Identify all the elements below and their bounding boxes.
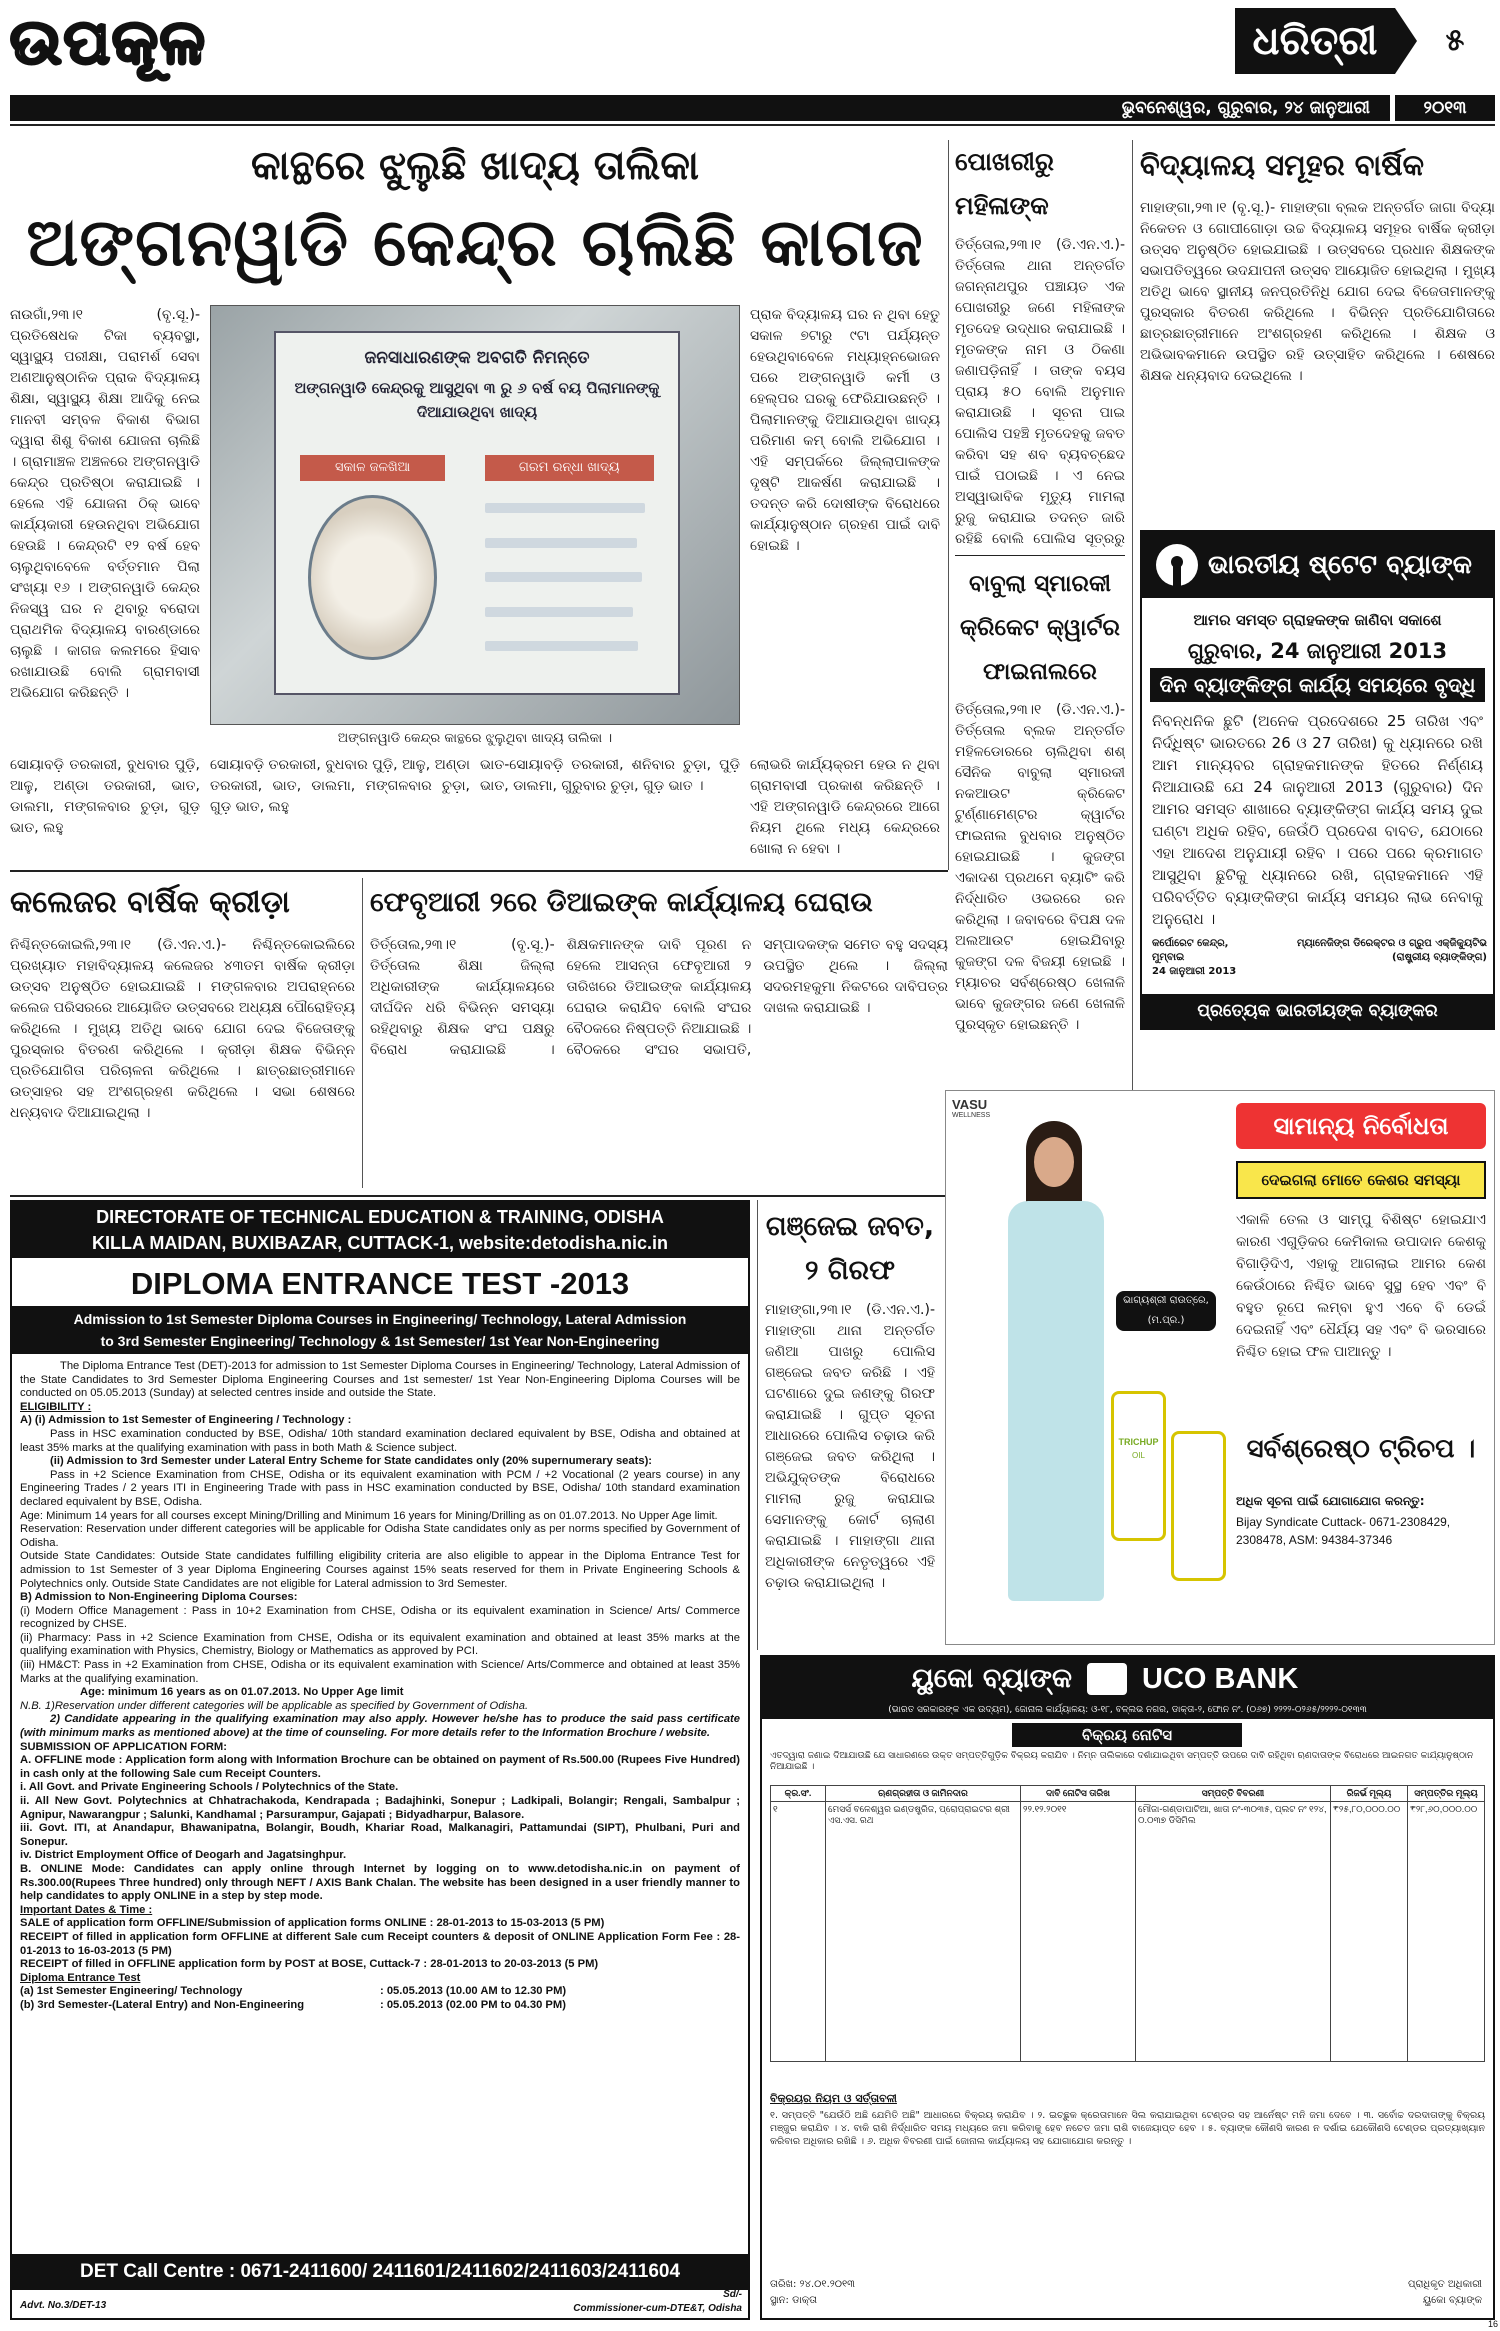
gherao-body [370, 935, 948, 1190]
college-fest-text: ନିଶ୍ଚିନ୍ତକୋଇଲି,୨୩।୧ (ଡି.ଏନ.ଏ.)- ନିଶ୍ଚିନ୍ତକୋଇଲିରେ ପ୍ରଖ୍ୟାତ ମହାବିଦ୍ୟାଳୟ କଲେଜର ୪୩ତମ ବାର୍ଷିକ କ୍ରୀଡ଼ା ଉତ୍ସବ ଅନୁଷ୍ଠିତ ହୋଇଯାଇଛି । ମଙ୍ଗଳବାର ଅପରାହ୍ନରେ କଲେଜ ପରିସରରେ ଆୟୋଜିତ ଉତ୍ସବରେ ଅଧ୍ୟକ୍ଷ ପୌରୋହିତ୍ୟ କରିଥିଲେ । ମୁଖ୍ୟ ଅତିଥି ଭାବେ ଯୋଗ ଦେଇ ବିଜେତାଙ୍କୁ ପୁରସ୍କାର ବିତରଣ କରିଥିଲେ । କ୍ରୀଡ଼ା ଶିକ୍ଷକ ବିଭିନ୍ନ ପ୍ରତିଯୋଗିତା ପରିଚାଳନା କରିଥିଲେ । ଛାତ୍ରଛାତ୍ରୀମାନେ ଉତ୍ସାହର ସହ ଅଂଶଗ୍ରହଣ କରିଥିଲେ । ସଭା ଶେଷରେ ଧନ୍ୟବାଦ ଦିଆଯାଇଥିଲା । [10, 937, 355, 1121]
uco-cell-reserve: ₹୨୫,୮୦,୦୦୦.୦୦ [1331, 1802, 1408, 2062]
dte-eligibility-head: ELIGIBILITY : [20, 1400, 92, 1413]
ganja-text: ମାହାଙ୍ଗା,୨୩।୧ (ଡି.ଏନ.ଏ.)- ମାହାଙ୍ଗା ଥାନା ଅନ୍ତର୍ଗତ ଜଣିଆ ପାଖରୁ ପୋଲିସ ଗଞ୍ଜେଇ ଜବତ କରିଛି । ଏହି ଘଟଣାରେ ଦୁଇ ଜଣଙ୍କୁ ଗିରଫ କରାଯାଇଛି । ଗୁପ୍ତ ସୂଚନା ଆଧାରରେ ପୋଲିସ ଚଢ଼ାଉ କରି ଗଞ୍ଜେଇ ଜବତ କରିଥିଲା । ଅଭିଯୁକ୍ତଙ୍କ ବିରୋଧରେ ମାମଲା ରୁଜୁ କରାଯାଇ ସେମାନଙ୍କୁ କୋର୍ଟ ଚାଲାଣ କରାଯାଇଛି । ମାହାଙ୍ଗା ଥାନା ଅଧିକାରୀଙ୍କ ନେତୃତ୍ୱରେ ଏହି ଚଢ଼ାଉ କରାଯାଇଥିଲା । [765, 1302, 935, 1591]
board-menu-rows [485, 495, 654, 668]
lead-col2-cont: ସୋୟାବଡ଼ି ତରକାରୀ, ବୁଧବାର ପୁଡ଼ି, ଆଳୁ, ଅଣ୍ଡା ତରକାରୀ, ଭାତ, ଡାଲମା, ମଙ୍ଗଳବାର ଚୁଡ଼ା, ଗୁଡ଼ ଭାତ, ଲହୁ [210, 757, 470, 815]
dte-a2-head: (ii) Admission to 3rd Semester under Lateral Entry Scheme for State candidates only (20% supernumerary seats): [50, 1455, 653, 1468]
dte-submission-head: SUBMISSION OF APPLICATION FORM: [20, 1740, 227, 1753]
dte-b-age: Age: minimum 16 years as on 01.07.2013. No Upper Age limit [80, 1686, 404, 1699]
hair-ad-tagline: ସର୍ବଶ୍ରେଷ୍ଠ ଟ୍ରିଚପ । [1246, 1434, 1476, 1464]
sbi-sig-left-2: ମୁମ୍ବାଇ [1152, 952, 1185, 963]
ganja-headline: ଗଞ୍ଜେଇ ଜବତ, ୨ ଗିରଫ [765, 1211, 935, 1286]
sports-fest-headline: ବିଦ୍ୟାଳୟ ସମୂହର ବାର୍ଷିକ [1140, 148, 1425, 182]
trichup-bottle-2 [1171, 1431, 1226, 1581]
college-fest-body [10, 935, 355, 1190]
uco-sign-2: ୟୁକୋ ବ୍ୟାଙ୍କ [1422, 2295, 1482, 2306]
uco-col-sl: କ୍ର.ସଂ. [771, 1786, 826, 1802]
brief2-headline: ବାବୁଲା ସ୍ମାରକୀ କ୍ରିକେଟ କ୍ୱାର୍ଟର ଫାଇନାଲରେ [960, 571, 1120, 685]
brief-divider [955, 555, 1125, 556]
gherao-text: ତିର୍ତ୍ତୋଲ,୨୩।୧ (ବୃ.ସୂ.)- ତିର୍ତ୍ତୋଲ ଶିକ୍ଷା ଜିଲ୍ଲା ଅଧିକାରୀଙ୍କ କାର୍ଯ୍ୟାଳୟରେ ଦୀର୍ଘଦିନ ଧରି ବିଭିନ୍ନ ସମସ୍ୟା ରହିଥିବାରୁ ଶିକ୍ଷକ ସଂଘ ପକ୍ଷରୁ ବିରୋଧ କରାଯାଇଛି । ଶିକ୍ଷକମାନଙ୍କ ଦାବି ପୂରଣ ନ ହେଲେ ଆସନ୍ତା ଫେବୃଆରୀ ୨ ତାରିଖରେ ଡିଆଇଙ୍କ କାର୍ଯ୍ୟାଳୟ ଘେରାଉ କରାଯିବ ବୋଲି ସଂଘର ବୈଠକରେ ନିଷ୍ପତ୍ତି ନିଆଯାଇଛି । ବୈଠକରେ ସଂଘର ସଭାପତି, ସମ୍ପାଦକଙ୍କ ସମେତ ବହୁ ସଦସ୍ୟ ଉପସ୍ଥିତ ଥିଲେ । ଜିଲ୍ଲା ସଦରମହକୁମା ନିକଟରେ ଦାବିପତ୍ର ଦାଖଲ କରାଯାଇଛି । [370, 937, 948, 1058]
section-label: ଧରିତ୍ରୀ [1235, 8, 1395, 74]
dte-online: B. ONLINE Mode: Candidates can apply online through Internet by logging on to www.detodisha.nic.in on payment of Rs.300.00(Rupees Three hundred) only through NEFT / AXIS Bank Chalan. The website has been designed in a user friendly manner to help candidates to apply ONLINE in a step by step mode. [20, 1862, 740, 1903]
dte-b1: (i) Modern Office Management : Pass in 10+2 Examination from CHSE, Odisha or its equivalent examination in Science/ Arts/ Commerce recognized by CHSE. [20, 1604, 740, 1631]
lead-column-1 [10, 305, 200, 730]
lead-column-bottom-2 [210, 755, 470, 865]
masthead-rule [10, 124, 1495, 126]
dte-counter-ii: ii. All New Govt. Polytechnics at Chhatrachakoda, Kendrapada ; Badajhinki, Sonepur ; Ladkipali, Bolangir; Rengali, Sambalpur ; Agnipur, Nawarangpur ; Salunki, Kandhamal ; Parsurampur, Gajapati ; Bidyadharpur, Balasore. [20, 1795, 740, 1821]
dte-reservation: Reservation: Reservation under different categories will be applicable for Odisha State candidates only as per norms specified by Government of Odisha. [20, 1523, 740, 1549]
dte-offline: A. OFFLINE mode : Application form along with Information Brochure can be obtained on payment of Rs.500.00 (Rupees Five Hundred) in cash only at the following Sale cum Receipt Counters. [20, 1754, 740, 1780]
lead-col4-cont: ଲୋଭରି କାର୍ଯ୍ୟକ୍ରମ ହେଉ ନ ଥିବା ଗ୍ରାମବାସୀ ପ୍ରକାଶ କରିଛନ୍ତି । ଏହି ଅଙ୍ଗନୱାଡି କେନ୍ଦ୍ରରେ ଆଗେ ନିୟମ ଥିଲେ ମଧ୍ୟ କେନ୍ଦ୍ରରେ ଖୋଲା ନ ହେବା । [750, 757, 940, 857]
uco-cell-borrower: ମେସର୍ସ ବଳେଶ୍ୱର ଇଣ୍ଡଷ୍ଟ୍ରିଜ, ପ୍ରୋପ୍ରାଇଟର ଶ୍ରୀ ଏସ.ଏସ. ରଥ [826, 1802, 1021, 2062]
sbi-sig-left-3: 24 ଜାନୁଆରୀ 2013 [1152, 966, 1237, 977]
brief1-text: ତିର୍ତ୍ତୋଲ,୨୩।୧ (ଡି.ଏନ.ଏ.)- ତିର୍ତ୍ତୋଲ ଥାନା ଅନ୍ତର୍ଗତ ଜଗନ୍ନାଥପୁର ପଞ୍ଚାୟତ ଏକ ପୋଖରୀରୁ ଜଣେ ମହିଳାଙ୍କ ମୃତଦେହ ଉଦ୍ଧାର କରାଯାଇଛି । ମୃତକଙ୍କ ନାମ ଓ ଠିକଣା ଜଣାପଡ଼ିନାହିଁ । ତାଙ୍କ ବୟସ ପ୍ରାୟ ୫୦ ବୋଲି ଅନୁମାନ କରାଯାଉଛି । ସୂଚନା ପାଇ ପୋଲିସ ପହଞ୍ଚି ମୃତଦେହକୁ ଜବତ କରିବା ସହ ଶବ ବ୍ୟବଚ୍ଛେଦ ପାଇଁ ପଠାଇଛି । ଏ ନେଇ ଅସ୍ୱାଭାବିକ ମୃତ୍ୟୁ ମାମଲା ରୁଜୁ କରାଯାଇ ତଦନ୍ତ ଜାରି ରହିଛି ବୋଲି ପୋଲିସ ସୂତ୍ରରୁ [955, 237, 1125, 547]
dte-call-centre: DET Call Centre : 0671-2411600/ 2411601/2411602/2411603/2411604 [12, 2254, 748, 2290]
dte-a2-body: Pass in +2 Science Examination from CHSE, Odisha or its equivalent examination with PCM / +2 Vocational (2 years course) in any Engineering Trades / 2 years ITI in Engineering Trade with pass in HSC examination conducted by BSE, Odisha/ 10th standard examination declared equivalent by BSE, Odisha. [20, 1468, 740, 1508]
sbi-bank-name: ଭାରତୀୟ ଷ୍ଟେଟ ବ୍ୟାଙ୍କ [1208, 550, 1472, 580]
hair-ad-headline: ସାମାନ୍ୟ ନିର୍ବୋଧତା [1236, 1103, 1486, 1149]
lead-column-bottom-4 [750, 755, 940, 865]
sbi-hours-banner: ଦିନ ବ୍ୟାଙ୍କିଙ୍ଗ କାର୍ଯ୍ୟ ସମୟରେ ବୃଦ୍ଧି [1150, 668, 1485, 702]
dte-sig-title: Commissioner-cum-DTE&T, Odisha [573, 2303, 742, 2314]
uco-bank-advertisement [760, 1655, 1495, 2320]
dte-advt-no: Advt. No.3/DET-13 [20, 2300, 107, 2311]
dte-title: DIPLOMA ENTRANCE TEST -2013 [130, 1266, 630, 1301]
dte-sub1: Admission to 1st Semester Diploma Courses in Engineering/ Technology, Lateral Admission [73, 1311, 687, 1327]
page-number: ୫ [1445, 23, 1465, 58]
board-left-heading: ସକାଳ ଜଳଖିଆ [300, 455, 444, 481]
uco-col-property: ସମ୍ପତ୍ତି ବିବରଣୀ [1136, 1786, 1331, 1802]
uco-col-value: ସମ୍ପତ୍ତିର ମୂଲ୍ୟ [1407, 1786, 1484, 1802]
uco-col-reserve: ରିଜର୍ଭ ମୂଲ୍ୟ [1331, 1786, 1408, 1802]
brief1-body [955, 235, 1125, 550]
sbi-header [1142, 532, 1493, 598]
dte-nb2: 2) Candidate appearing in the qualifying examination may also apply. However he/she has to produce the said pass certificate (with minimum marks as mentioned above) at the time of counseling. For more details refer to the Information Brochure / website. [20, 1713, 740, 1740]
model-face [1034, 1137, 1074, 1187]
dte-org-line2: KILLA MAIDAN, BUXIBAZAR, CUTTACK-1, website:detodisha.nic.in [92, 1233, 668, 1253]
lead-headline: ଅଙ୍ଗନୱାଡି କେନ୍ଦ୍ର ଚାଲିଛି କାଗଜ [26, 204, 924, 281]
uco-address: (ଭାରତ ସରକାରଙ୍କ ଏକ ଉଦ୍ୟମ), ଜୋନାଲ କାର୍ଯ୍ୟାଳୟ: ଓ-୧୮, ବଳ୍ଲଭ ନଗର, ଡାକ୍ତା-୨, ଫୋନ ନଂ. (୦୬୭) ୨୨୨୨-୦୨୬୫/୨୨୨୨-୦୧୩୩ [762, 1701, 1493, 1719]
hair-ad-contact-1: Bijay Syndicate Cuttack- 0671-2308429, [1236, 1515, 1451, 1529]
dte-a-head: A) (i) Admission to 1st Semester of Engineering / Technology : [20, 1414, 352, 1427]
sbi-footer: ପ୍ରତ୍ୟେକ ଭାରତୀୟଙ୍କ ବ୍ୟାଙ୍କର [1142, 994, 1493, 1028]
uco-cell-sl: ୧ [771, 1802, 826, 2062]
board-right-heading: ଗରମ ରନ୍ଧା ଖାଦ୍ୟ [485, 455, 654, 481]
dte-body [20, 1360, 740, 2250]
board-title: ଜନସାଧାରଣଙ୍କ ଅବଗତି ନିମନ୍ତେ [364, 347, 590, 368]
row-rule-1 [10, 870, 948, 872]
sbi-sig-left-1: କର୍ପୋରେଟ କେନ୍ଦ୍ର, [1152, 938, 1229, 949]
dte-exam-1-value: : 05.05.2013 (10.00 AM to 12.30 PM) [380, 1985, 567, 1998]
trichup-label: TRICHUP [1118, 1437, 1159, 1447]
ad-page-mark: 16 [1487, 2319, 1498, 2329]
sports-fest-text: ମାହାଙ୍ଗା,୨୩।୧ (ବୃ.ସୂ.)- ମାହାଙ୍ଗା ବ୍ଲକ ଅନ୍ତର୍ଗତ ଜାଗା ବିଦ୍ୟା ନିକେତନ ଓ ଗୋପୀଗୋଡ଼ା ଉଚ୍ଚ ବିଦ୍ୟାଳୟ ସମୂହର ବାର୍ଷିକ କ୍ରୀଡ଼ା ଉତ୍ସବ ଅନୁଷ୍ଠିତ ହୋଇଯାଇଛି । ଉତ୍ସବରେ ପ୍ରଧାନ ଶିକ୍ଷକଙ୍କ ସଭାପତିତ୍ୱରେ ଉଦଯାପନୀ ଉତ୍ସବ ଆୟୋଜିତ ହୋଇଥିଲା । ମୁଖ୍ୟ ଅତିଥି ଭାବେ ସ୍ଥାନୀୟ ଜନପ୍ରତିନିଧି ଯୋଗ ଦେଇ ବିଜେତାମାନଙ୍କୁ ପୁରସ୍କାର ବିତରଣ କରିଥିଲେ । ବିଭିନ୍ନ ପ୍ରତିଯୋଗିତାରେ ଛାତ୍ରଛାତ୍ରୀମାନେ ଅଂଶଗ୍ରହଣ କରିଥିଲେ । ଶିକ୍ଷକ ଓ ଅଭିଭାବକମାନେ ଉପସ୍ଥିତ ରହି ଉତ୍ସାହିତ କରିଥିଲେ । ଶେଷରେ ଶିକ୍ଷକ ଧନ୍ୟବାଦ ଦେଇଥିଲେ । [1140, 200, 1495, 384]
model-caption: ଭାଗ୍ୟଶ୍ରୀ ରାଉତ୍ରେ, (ମ.ପ୍ର.) [1116, 1291, 1216, 1331]
hair-ad-body: ଏକାଳି ତେଲ ଓ ସାମ୍ପୁ ବିଶିଷ୍ଟ ହୋଇଯାଏ କାରଣ ଏଗୁଡ଼ିକର କେମିକାଲ ଉପାଦାନ କେଶକୁ ବିଗାଡ଼ିଦିଏ, ଏହାକୁ ଆଗଲାଇ ଆମର କେଶ କେଉଁଠାରେ ନିଶ୍ଚିତ ଭାବେ ସୁସ୍ଥ ହେବ ଏବଂ ବି ବହୁତ ରୂପେ ଲମ୍ବା ହୁଏ ଏବେ ବି ଡେଇଁ ଦେଇନାହିଁ ଏବଂ ଧୈର୍ଯ୍ୟ ସହ ଏବଂ ବି ଭରସାରେ ନିଶ୍ଚିତ ହୋଇ ଫଳ ପାଆନ୍ତୁ । [1236, 1212, 1486, 1360]
uco-table-header [771, 1786, 1485, 1802]
dateline-year: ୨୦୧୩ [1395, 95, 1495, 121]
hair-ad-contact-label: ଅଧିକ ସୂଚନା ପାଇଁ ଯୋଗାଯୋଗ କରନ୍ତୁ: [1236, 1494, 1425, 1508]
lead-kicker: କାନ୍ଥରେ ଝୁଲୁଛି ଖାଦ୍ୟ ତାଲିକା [250, 143, 700, 189]
dte-nb1: N.B. 1)Reservation under different categories will be applicable as specified by Government of Odisha. [20, 1699, 529, 1712]
table-row [771, 1802, 1485, 2062]
column-rule-3 [362, 878, 363, 1188]
dte-sig: Sd/- [723, 2289, 742, 2300]
dte-age: Age: Minimum 14 years for all courses except Mining/Drilling and Minimum 16 years for Mining/Drilling as on 01.07.2013. No Upper Age limit. [20, 1509, 718, 1522]
dte-counter-iv: iv. District Employment Office of Deogarh and Jagatsinghpur. [20, 1849, 347, 1862]
sbi-date-line: ଗୁରୁବାର, 24 ଜାନୁଆରୀ 2013 [1187, 639, 1448, 663]
lead-col1-cont: ସୋୟାବଡ଼ି ତରକାରୀ, ବୁଧବାର ପୁଡ଼ି, ଆଳୁ, ଅଣ୍ଡା ତରକାରୀ, ଭାତ, ଡାଲମା, ମଙ୍ଗଳବାର ଚୁଡ଼ା, ଗୁଡ଼ ଭାତ, ଲହୁ [10, 757, 200, 836]
uco-col-borrower: ଋଣଗ୍ରହୀତା ଓ ଜାମିନଦାର [826, 1786, 1021, 1802]
trichup-label-sub: OIL [1132, 1451, 1145, 1460]
trichup-advertisement [945, 1090, 1495, 1645]
uco-sale-table [770, 1785, 1485, 2085]
lead-col3-cont: ଭାତ-ସୋୟାବଡ଼ି ତରକାରୀ, ଶନିବାର ଚୁଡ଼ା, ପୁଡ଼ି ଭାତ, ଡାଲମା, ଗୁରୁବାର ଚୁଡ଼ା, ଗୁଡ଼ ଭାତ । [480, 757, 740, 794]
dateline: ଭୁବନେଶ୍ୱର, ଗୁରୁବାର, ୨୪ ଜାନୁଆରୀ [1121, 98, 1370, 118]
sbi-body: ନିବନ୍ଧନିକ ଛୁଟି (ଅନେକ ପ୍ରଦେଶରେ 25 ତାରିଖ ଏବଂ ନିର୍ଦ୍ଧିଷ୍ଟ ଭାରତରେ 26 ଓ 27 ତାରିଖ) କୁ ଧ୍ୟାନରେ ରଖି ଆମ ମାନ୍ୟବର ଗ୍ରାହକମାନଙ୍କ ହିତରେ ନିର୍ଣ୍ଣୟ ନିଆଯାଉଛି ଯେ 24 ଜାନୁଆରୀ 2013 (ଗୁରୁବାର) ଦିନ ଆମର ସମସ୍ତ ଶାଖାରେ ବ୍ୟାଙ୍କିଙ୍ଗ କାର୍ଯ୍ୟ ସମୟ ଦୁଇ ଘଣ୍ଟା ଅଧିକ ରହିବ, ଜେଉଁଠି ପ୍ରଦେଶ ବାବତ, ଯେଠାରେ ଏହା ଆଦେଶ ଅନୁଯାୟୀ ରହିବ । ପରେ ପରେ କ୍ରମାଗତ ଆସୁଥିବା ଛୁଟିକୁ ଧ୍ୟାନରେ ରଖି, ଗ୍ରାହକମାନେ ଏହି ପରିବର୍ତ୍ତିତ ବ୍ୟାଙ୍କିଙ୍ଗ କାର୍ଯ୍ୟ ସମୟର ଲାଭ ନେବାକୁ ଅନୁରୋଧ । [1152, 712, 1483, 928]
dte-b3: (iii) HM&CT: Pass in +2 Examination from CHSE, Odisha or its equivalent examination with Science/ Arts/Commerce and obtained at least 35% Marks at the qualifying examination. [20, 1659, 740, 1685]
page-number-tab [1395, 8, 1495, 74]
dte-a-body: Pass in HSC examination conducted by BSE, Odisha/ 10th standard examination declared equivalent by BSE, Odisha and obtained at least 35% marks at the qualifying examination with pass in both Math & Science subject. [20, 1427, 740, 1454]
uco-logo-icon [1087, 1663, 1127, 1695]
lead-column-bottom-1 [10, 755, 200, 865]
dte-exam-1-label: (a) 1st Semester Engineering/ Technology [20, 1985, 243, 1998]
sports-fest-body [1140, 198, 1495, 518]
dte-det-head: Diploma Entrance Test [20, 1971, 141, 1984]
column-rule-4 [757, 1200, 758, 1650]
uco-sign-1: ପ୍ରାଧିକୃତ ଅଧିକାରୀ [1408, 2279, 1482, 2290]
column-rule-1 [948, 140, 949, 870]
sbi-advertisement [1140, 530, 1495, 1030]
dateline-bar [10, 95, 1390, 121]
page-arrow-icon [1395, 8, 1417, 74]
lead-col3-text: ପ୍ରାକ ବିଦ୍ୟାଳୟ ଘର ନ ଥିବା ହେତୁ ସକାଳ ୭ଟାରୁ ୯ଟା ପର୍ଯ୍ୟନ୍ତ ହେଉଥିବାବେଳେ ମଧ୍ୟାହ୍ନଭୋଜନ ପରେ ଅଙ୍ଗନୱାଡି କର୍ମୀ ଓ ହେଲ୍ପର ଘରକୁ ଫେରିଯାଉଛନ୍ତି । ପିଲାମାନଙ୍କୁ ଦିଆଯାଉଥିବା ଖାଦ୍ୟ ପରିମାଣ କମ୍ ବୋଲି ଅଭିଯୋଗ । ଏହି ସମ୍ପର୍କରେ ଜିଲ୍ଲାପାଳଙ୍କ ଦୃଷ୍ଟି ଆକର୍ଷଣ କରାଯାଇଛି । ତଦନ୍ତ କରି ଦୋଷୀଙ୍କ ବିରୋଧରେ କାର୍ଯ୍ୟାନୁଷ୍ଠାନ ଗ୍ରହଣ ପାଇଁ ଦାବି ହୋଇଛି । [750, 307, 940, 554]
uco-notice-title: ବିକ୍ରୟ ନୋଟିସ [1012, 1723, 1242, 1747]
newspaper-logo: ଉପକୂଳ [10, 5, 207, 78]
model-dress [1008, 1201, 1104, 1601]
dte-exam-2 [20, 1999, 740, 2013]
uco-cell-property: ମୌଜା-ଗଣ୍ଡାପାଟିଆ, ଖାତା ନଂ-୩୦୩୫, ପ୍ଲଟ ନଂ ୧୨୪, ୦.୦୩୭ ଡିସିମିଲ [1136, 1802, 1331, 2062]
uco-title-odia: ୟୁକୋ ବ୍ୟାଙ୍କ [911, 1663, 1072, 1694]
masthead [0, 0, 1500, 125]
sbi-sig-right-1: ମ୍ୟାନେଜିଙ୍ଗ ଡିରେକ୍ଟର ଓ ଗ୍ରୁପ ଏକ୍ଜିକ୍ୟୁଟିଭ [1296, 938, 1487, 949]
hair-ad-contact-2: 2308478, ASM: 94384-37346 [1236, 1533, 1393, 1547]
lead-column-bottom-3 [480, 755, 740, 865]
uco-place: ସ୍ଥାନ: ଡାକ୍ତା [770, 2295, 818, 2306]
uco-title-english: UCO BANK [1142, 1663, 1299, 1695]
uco-header [762, 1657, 1493, 1701]
lead-photo-caption: ଅଙ୍ଗନୱାଡି କେନ୍ଦ୍ର କାନ୍ଥରେ ଝୁଲୁଥିବା ଖାଦ୍ୟ ତାଲିକା । [337, 731, 613, 746]
brief2-text: ତିର୍ତ୍ତୋଲ,୨୩।୧ (ଡି.ଏନ.ଏ.)- ତିର୍ତ୍ତୋଲ ବ୍ଲକ ଅନ୍ତର୍ଗତ ମହିଳଡୋରରେ ଚାଲିଥିବା ଶଶ୍ ସୈନିକ ବାବୁଲା ସ୍ମାରକୀ ନକଆଉଟ କ୍ରିକେଟ ଟୁର୍ଣ୍ଣାମେଣ୍ଟର କ୍ୱାର୍ଟର ଫାଇନାଲ ବୁଧବାର ଅନୁଷ୍ଠିତ ହୋଇଯାଇଛି । କୁଜଙ୍ଗ ଏକାଦଶ ପ୍ରଥମେ ବ୍ୟାଟିଂ କରି ନିର୍ଦ୍ଧାରିତ ଓଭରରେ ରନ କରିଥିଲା । ଜବାବରେ ବିପକ୍ଷ ଦଳ ଅଲଆଉଟ ହୋଇଯିବାରୁ କୁଜଙ୍ଗ ଦଳ ବିଜୟୀ ହୋଇଛି । ମ୍ୟାଚର ସର୍ବଶ୍ରେଷ୍ଠ ଖେଳାଳି ଭାବେ କୁଜଙ୍ଗର ଜଣେ ଖେଳାଳି ପୁରସ୍କୃତ ହୋଇଛନ୍ତି । [955, 702, 1125, 1033]
uco-intro: ଏତଦ୍ୱାରା ଜଣାଇ ଦିଆଯାଉଛି ଯେ ସାଧାରଣରେ ଉକ୍ତ ସମ୍ପତ୍ତିଗୁଡ଼ିକ ବିକ୍ରୟ କରାଯିବ । ନିମ୍ନ ତାଲିକାରେ ଦର୍ଶାଯାଇଥିବା ସମ୍ପତ୍ତି ଉପରେ ଦାବି ରହିଥିବା ଋଣଦାତାଙ୍କ ବିରୋଧରେ ଆଇନଗତ କାର୍ଯ୍ୟାନୁଷ୍ଠାନ ନିଆଯାଇଛି । [770, 1751, 1474, 1772]
model-figure [976, 1121, 1136, 1621]
dte-date-2: RECEIPT of filled in application form OFFLINE at different Sale cum Receipt counters & deposit of ONLINE Application Form Fee : 28-01-2013 to 16-03-2013 (5 PM) [20, 1930, 740, 1957]
uco-cell-value: ₹୨୮,୬୦,୦୦୦.୦୦ [1407, 1802, 1484, 2062]
uco-date: ତାରିଖ: ୨୪.୦୧.୨୦୧୩ [770, 2279, 856, 2290]
gherao-headline: ଫେବୃଆରୀ ୨ରେ ଡିଆଇଙ୍କ କାର୍ଯ୍ୟାଳୟ ଘେରାଉ [370, 887, 873, 918]
board-plate-graphic [308, 495, 436, 660]
uco-terms: ୧. ସମ୍ପତ୍ତି "ଯେଉଁଠି ଅଛି ଯେମିତି ଅଛି" ଆଧାରରେ ବିକ୍ରୟ କରାଯିବ । ୨. ଇଚ୍ଛୁକ କ୍ରେତାମାନେ ସିଲ କରାଯାଇଥିବା ଟେଣ୍ଡର ସହ ଆର୍ନେଷ୍ଟ ମନି ଜମା ଦେବେ । ୩. ସର୍ବୋଚ୍ଚ ଦରଦାତାଙ୍କୁ ବିକ୍ରୟ ମଞ୍ଜୁର କରାଯିବ । ୪. ବାକି ରାଶି ନିର୍ଦ୍ଧାରିତ ସମୟ ମଧ୍ୟରେ ଜମା କରିବାକୁ ହେବ ନଚେତ ଜମା ରାଶି ବାଜେୟାପ୍ତ ହେବ । ୫. ବ୍ୟାଙ୍କ କୌଣସି କାରଣ ନ ଦର୍ଶାଇ ଯେକୌଣସି ଟେଣ୍ଡର ପ୍ରତ୍ୟାଖ୍ୟାନ କରିବାର ଅଧିକାର ରଖିଛି । ୬. ଅଧିକ ବିବରଣୀ ପାଇଁ ଜୋନାଲ କାର୍ଯ୍ୟାଳୟ ସହ ଯୋଗାଯୋଗ କରନ୍ତୁ । [770, 2110, 1485, 2147]
vasu-brand-sub: WELLNESS [952, 1112, 991, 1119]
dte-date-3: RECEIPT of filled in OFFLINE application form by POST at BOSE, Cuttack-7 : 28-01-2013 to 20-03-2013 (5 PM) [20, 1958, 599, 1971]
ganja-body [765, 1300, 935, 1645]
uco-col-notice-date: ଦାବି ନୋଟିସ ତାରିଖ [1021, 1786, 1136, 1802]
dte-subtitle-band [12, 1306, 748, 1354]
uco-terms-head: ବିକ୍ରୟର ନିୟମ ଓ ସର୍ତ୍ତାବଳୀ [770, 2092, 897, 2105]
dte-advertisement [10, 1200, 750, 2320]
dte-date-1: SALE of application form OFFLINE/Submission of application forms ONLINE : 28-01-2013 to 15-03-2013 (5 PM) [20, 1917, 605, 1930]
dte-exam-2-value: : 05.05.2013 (02.00 PM to 04.30 PM) [380, 1998, 566, 2011]
trichup-bottle-1 [1111, 1391, 1166, 1541]
dte-outside: Outside State Candidates: Outside State candidates fulfilling eligibility criteria are also eligible to appear in the Diploma Entrance Test for admission to 1st Semester of 3 year Diploma Engineering Courses against 15% seats reserved for them in Private Engineering Schools & Polytechnics only. Outside State Candidates are not eligible for Lateral admission to 3rd Semester. [20, 1550, 740, 1590]
hair-ad-subhead: ଦେଇଗଲା ମୋତେ କେଶର ସମସ୍ୟା [1236, 1161, 1486, 1199]
dte-b2: (ii) Pharmacy: Pass in +2 Science Examination from CHSE, Odisha or its equivalent examination and obtained at least 35% marks at the qualifying examination with Physics, Chemistry, Biology or Mathematics as approved by PCI. [20, 1631, 740, 1658]
lead-col1-text: ନାଉଗାଁ,୨୩।୧ (ବୃ.ସୂ.)- ପ୍ରତିଷେଧକ ଟିକା ବ୍ୟବସ୍ଥା, ସ୍ୱାସ୍ଥ୍ୟ ପରୀକ୍ଷା, ପରାମର୍ଶ ସେବା ଅଣଆନୁଷ୍ଠାନିକ ପ୍ରାକ ବିଦ୍ୟାଳୟ ଶିକ୍ଷା, ସ୍ୱାସ୍ଥ୍ୟ ଶିକ୍ଷା ଆଦିକୁ ନେଇ ମାନବୀ ସମ୍ବଳ ବିକାଶ ବିଭାଗ ଦ୍ୱାରା ଶିଶୁ ବିକାଶ ଯୋଜନା ଚାଲିଛି । ଗ୍ରାମାଞ୍ଚଳ ଅଞ୍ଚଳରେ ଅଙ୍ଗନୱାଡି କେନ୍ଦ୍ର ପ୍ରତିଷ୍ଠା କରାଯାଇଛି । ହେଲେ ଏହି ଯୋଜନା ଠିକ୍ ଭାବେ କାର୍ଯ୍ୟକାରୀ ହେଉନଥିବା ଅଭିଯୋଗ ହେଉଛି । କେନ୍ଦ୍ରଟି ୧୨ ବର୍ଷ ହେବ ଚାଲୁଥିବାବେଳେ ବର୍ତ୍ତମାନ ପିଲା ସଂଖ୍ୟା ୧୬ । ଅଙ୍ଗନୱାଡି କେନ୍ଦ୍ର ନିଜସ୍ୱ ଘର ନ ଥିବାରୁ ବରୋଦା ପ୍ରାଥମିକ ବିଦ୍ୟାଳୟ ବାରଣ୍ଡାରେ ଚାଲୁଛି । କାଗଜ କଲମରେ ହିସାବ ରଖାଯାଉଛି ବୋଲି ଗ୍ରାମବାସୀ ଅଭିଯୋଗ କରିଛନ୍ତି । [10, 307, 200, 701]
dte-exam-1 [20, 1985, 740, 1999]
lead-column-3 [750, 305, 940, 730]
menu-board [274, 331, 679, 694]
sbi-logo-icon [1156, 544, 1198, 586]
vasu-brand: VASU [952, 1097, 988, 1112]
dte-b-head: B) Admission to Non-Engineering Diploma Courses: [20, 1591, 298, 1604]
board-subtitle: ଅଙ୍ଗନୱାଡି କେନ୍ଦ୍ରକୁ ଆସୁଥିବା ୩ ରୁ ୬ ବର୍ଷ ବୟ ପିଲାମାନଙ୍କୁ ଦିଆଯାଉଥିବା ଖାଦ୍ୟ [294, 379, 660, 422]
uco-table [770, 1785, 1485, 2062]
dte-counter-i: i. All Govt. and Private Engineering Schools / Polytechnics of the State. [20, 1781, 399, 1794]
dte-org-header [12, 1202, 748, 1258]
college-fest-headline: କଲେଜର ବାର୍ଷିକ କ୍ରୀଡ଼ା [10, 885, 290, 920]
anganwadi-menu-photo [210, 305, 740, 725]
brief1-headline: ପୋଖରୀରୁ ମହିଳାଙ୍କ [955, 147, 1054, 220]
dte-sub2: to 3rd Semester Engineering/ Technology & 1st Semester/ 1st Year Non-Engineering [100, 1333, 660, 1349]
dte-org-line1: DIRECTORATE OF TECHNICAL EDUCATION & TRAINING, ODISHA [96, 1207, 664, 1227]
sbi-sig-right-2: (ରାଷ୍ଟ୍ରୀୟ ବ୍ୟାଙ୍କିଙ୍ଗ) [1392, 952, 1487, 963]
dte-intro: The Diploma Entrance Test (DET)-2013 for admission to 1st Semester Diploma Courses in Engineering/ Technology, Lateral Admission of the State Candidates to 3rd Semester Diploma Engineering Courses and 1st semester/ 1st Year Non-Engineering Diploma Courses will be conducted on 05.05.2013 (Sunday) at selected centres inside and outside the State. [20, 1360, 740, 1400]
dte-counter-iii: iii. Govt. ITI, at Anandapur, Bhawanipatna, Bolangir, Boudh, Khariar Road, Malkanagiri, Pattamundai (SIPT), Phulbani, Puri and Sonepur. [20, 1822, 740, 1848]
column-rule-2 [1132, 140, 1133, 1175]
dte-dates-head: Important Dates & Time : [20, 1903, 153, 1916]
sbi-notice: ଆମର ସମସ୍ତ ଗ୍ରାହକଙ୍କ ଜାଣିବା ସକାଶେ [1193, 611, 1442, 629]
dte-exam-2-label: (b) 3rd Semester-(Lateral Entry) and Non-Engineering [20, 1998, 305, 2011]
uco-cell-notice-date: ୨୨.୧୨.୨୦୧୧ [1021, 1802, 1136, 2062]
